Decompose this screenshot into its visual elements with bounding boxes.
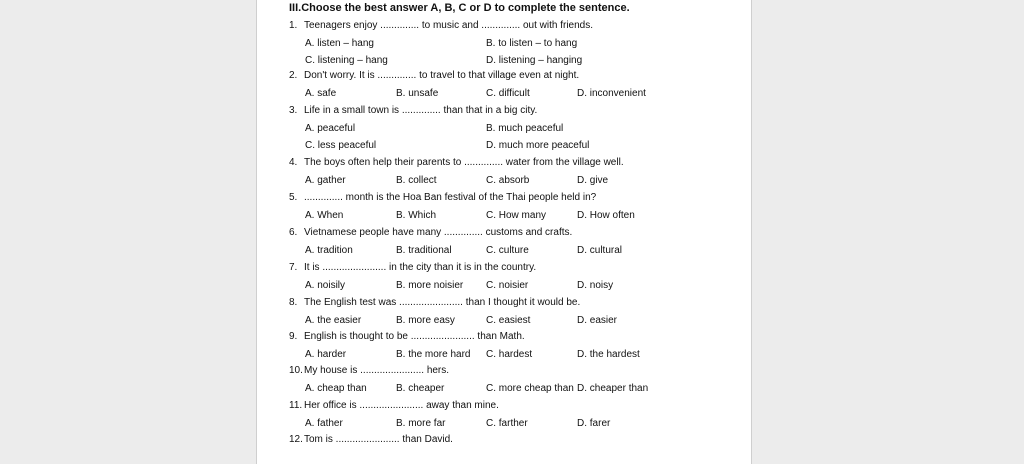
question-5 [289,192,596,203]
answer-option: D. the hardest [577,349,640,360]
question-text: Don't worry. It is .............. to travel to that village even at night. [304,70,580,81]
answer-option: B. collect [396,175,437,186]
answer-option: B. more easy [396,315,455,326]
exercise-heading: III.Choose the best answer A, B, C or D to complete the sentence. [289,2,630,14]
answer-option: A. peaceful [305,123,356,134]
question-text: English is thought to be ....................... than Math. [304,331,525,342]
answer-option: C. absorb [486,175,530,186]
question-text: Her office is ....................... away than mine. [304,400,499,411]
answer-option: D. listening – hanging [486,55,583,66]
answer-option: A. harder [305,349,347,360]
question-number: 10. [289,365,303,376]
answer-option: A. tradition [305,245,353,256]
question-4 [289,157,624,168]
answer-option: B. to listen – to hang [486,38,578,49]
answer-option: D. cheaper than [577,383,649,394]
answer-option: C. farther [486,418,528,429]
answer-option: C. less peaceful [305,140,377,151]
question-text: My house is ....................... hers. [304,365,450,376]
answer-option: B. more noisier [396,280,464,291]
question-7 [289,262,536,273]
answer-option: A. listen – hang [305,38,374,49]
question-text: .............. month is the Hoa Ban festival of the Thai people held in? [304,192,597,203]
question-number: 12. [289,434,303,445]
answer-option: D. cultural [577,245,623,256]
answer-option: B. cheaper [396,383,445,394]
question-number: 2. [289,70,298,81]
answer-option: B. more far [396,418,446,429]
question-number: 4. [289,157,298,168]
answer-option: A. When [305,210,344,221]
question-8 [289,297,580,308]
question-1 [289,20,593,31]
answer-option: B. much peaceful [486,123,564,134]
answer-option: C. noisier [486,280,529,291]
question-text: The boys often help their parents to .............. water from the village well. [304,157,624,168]
question-text: Vietnamese people have many .............. customs and crafts. [304,227,573,238]
answer-option: C. listening – hang [305,55,388,66]
question-11 [289,400,499,411]
answer-option: A. noisily [305,280,346,291]
answer-option: C. difficult [486,88,530,99]
question-6 [289,227,572,238]
question-text: Life in a small town is .............. than that in a big city. [304,105,538,116]
question-12 [289,434,453,445]
question-text: Teenagers enjoy .............. to music and .............. out with friends. [304,20,594,31]
answer-option: B. the more hard [396,349,471,360]
answer-option: D. give [577,175,609,186]
document-page [256,0,752,464]
question-9 [289,331,525,342]
question-number: 11. [289,400,303,411]
question-number: 7. [289,262,298,273]
question-text: It is ....................... in the city than it is in the country. [304,262,537,273]
question-text: The English test was ....................... than I thought it would be. [304,297,581,308]
answer-option: D. easier [577,315,618,326]
question-number: 6. [289,227,298,238]
answer-option: A. cheap than [305,383,367,394]
question-number: 9. [289,331,298,342]
answer-option: D. much more peaceful [486,140,590,151]
answer-option: C. culture [486,245,529,256]
question-3 [289,105,537,116]
answer-option: A. father [305,418,343,429]
answer-option: B. Which [396,210,437,221]
question-2 [289,70,579,81]
question-10 [289,365,449,376]
answer-option: A. the easier [305,315,362,326]
answer-option: A. safe [305,88,337,99]
answer-option: D. noisy [577,280,614,291]
answer-option: C. more cheap than [486,383,574,394]
question-number: 8. [289,297,298,308]
answer-option: C. hardest [486,349,533,360]
answer-option: B. unsafe [396,88,439,99]
question-number: 3. [289,105,298,116]
answer-option: D. How often [577,210,635,221]
answer-option: D. farer [577,418,611,429]
question-number: 5. [289,192,298,203]
question-text: Tom is ....................... than David. [304,434,453,445]
answer-option: A. gather [305,175,346,186]
question-number: 1. [289,20,298,31]
answer-option: C. easiest [486,315,531,326]
answer-option: C. How many [486,210,547,221]
answer-option: D. inconvenient [577,88,646,99]
answer-option: B. traditional [396,245,452,256]
